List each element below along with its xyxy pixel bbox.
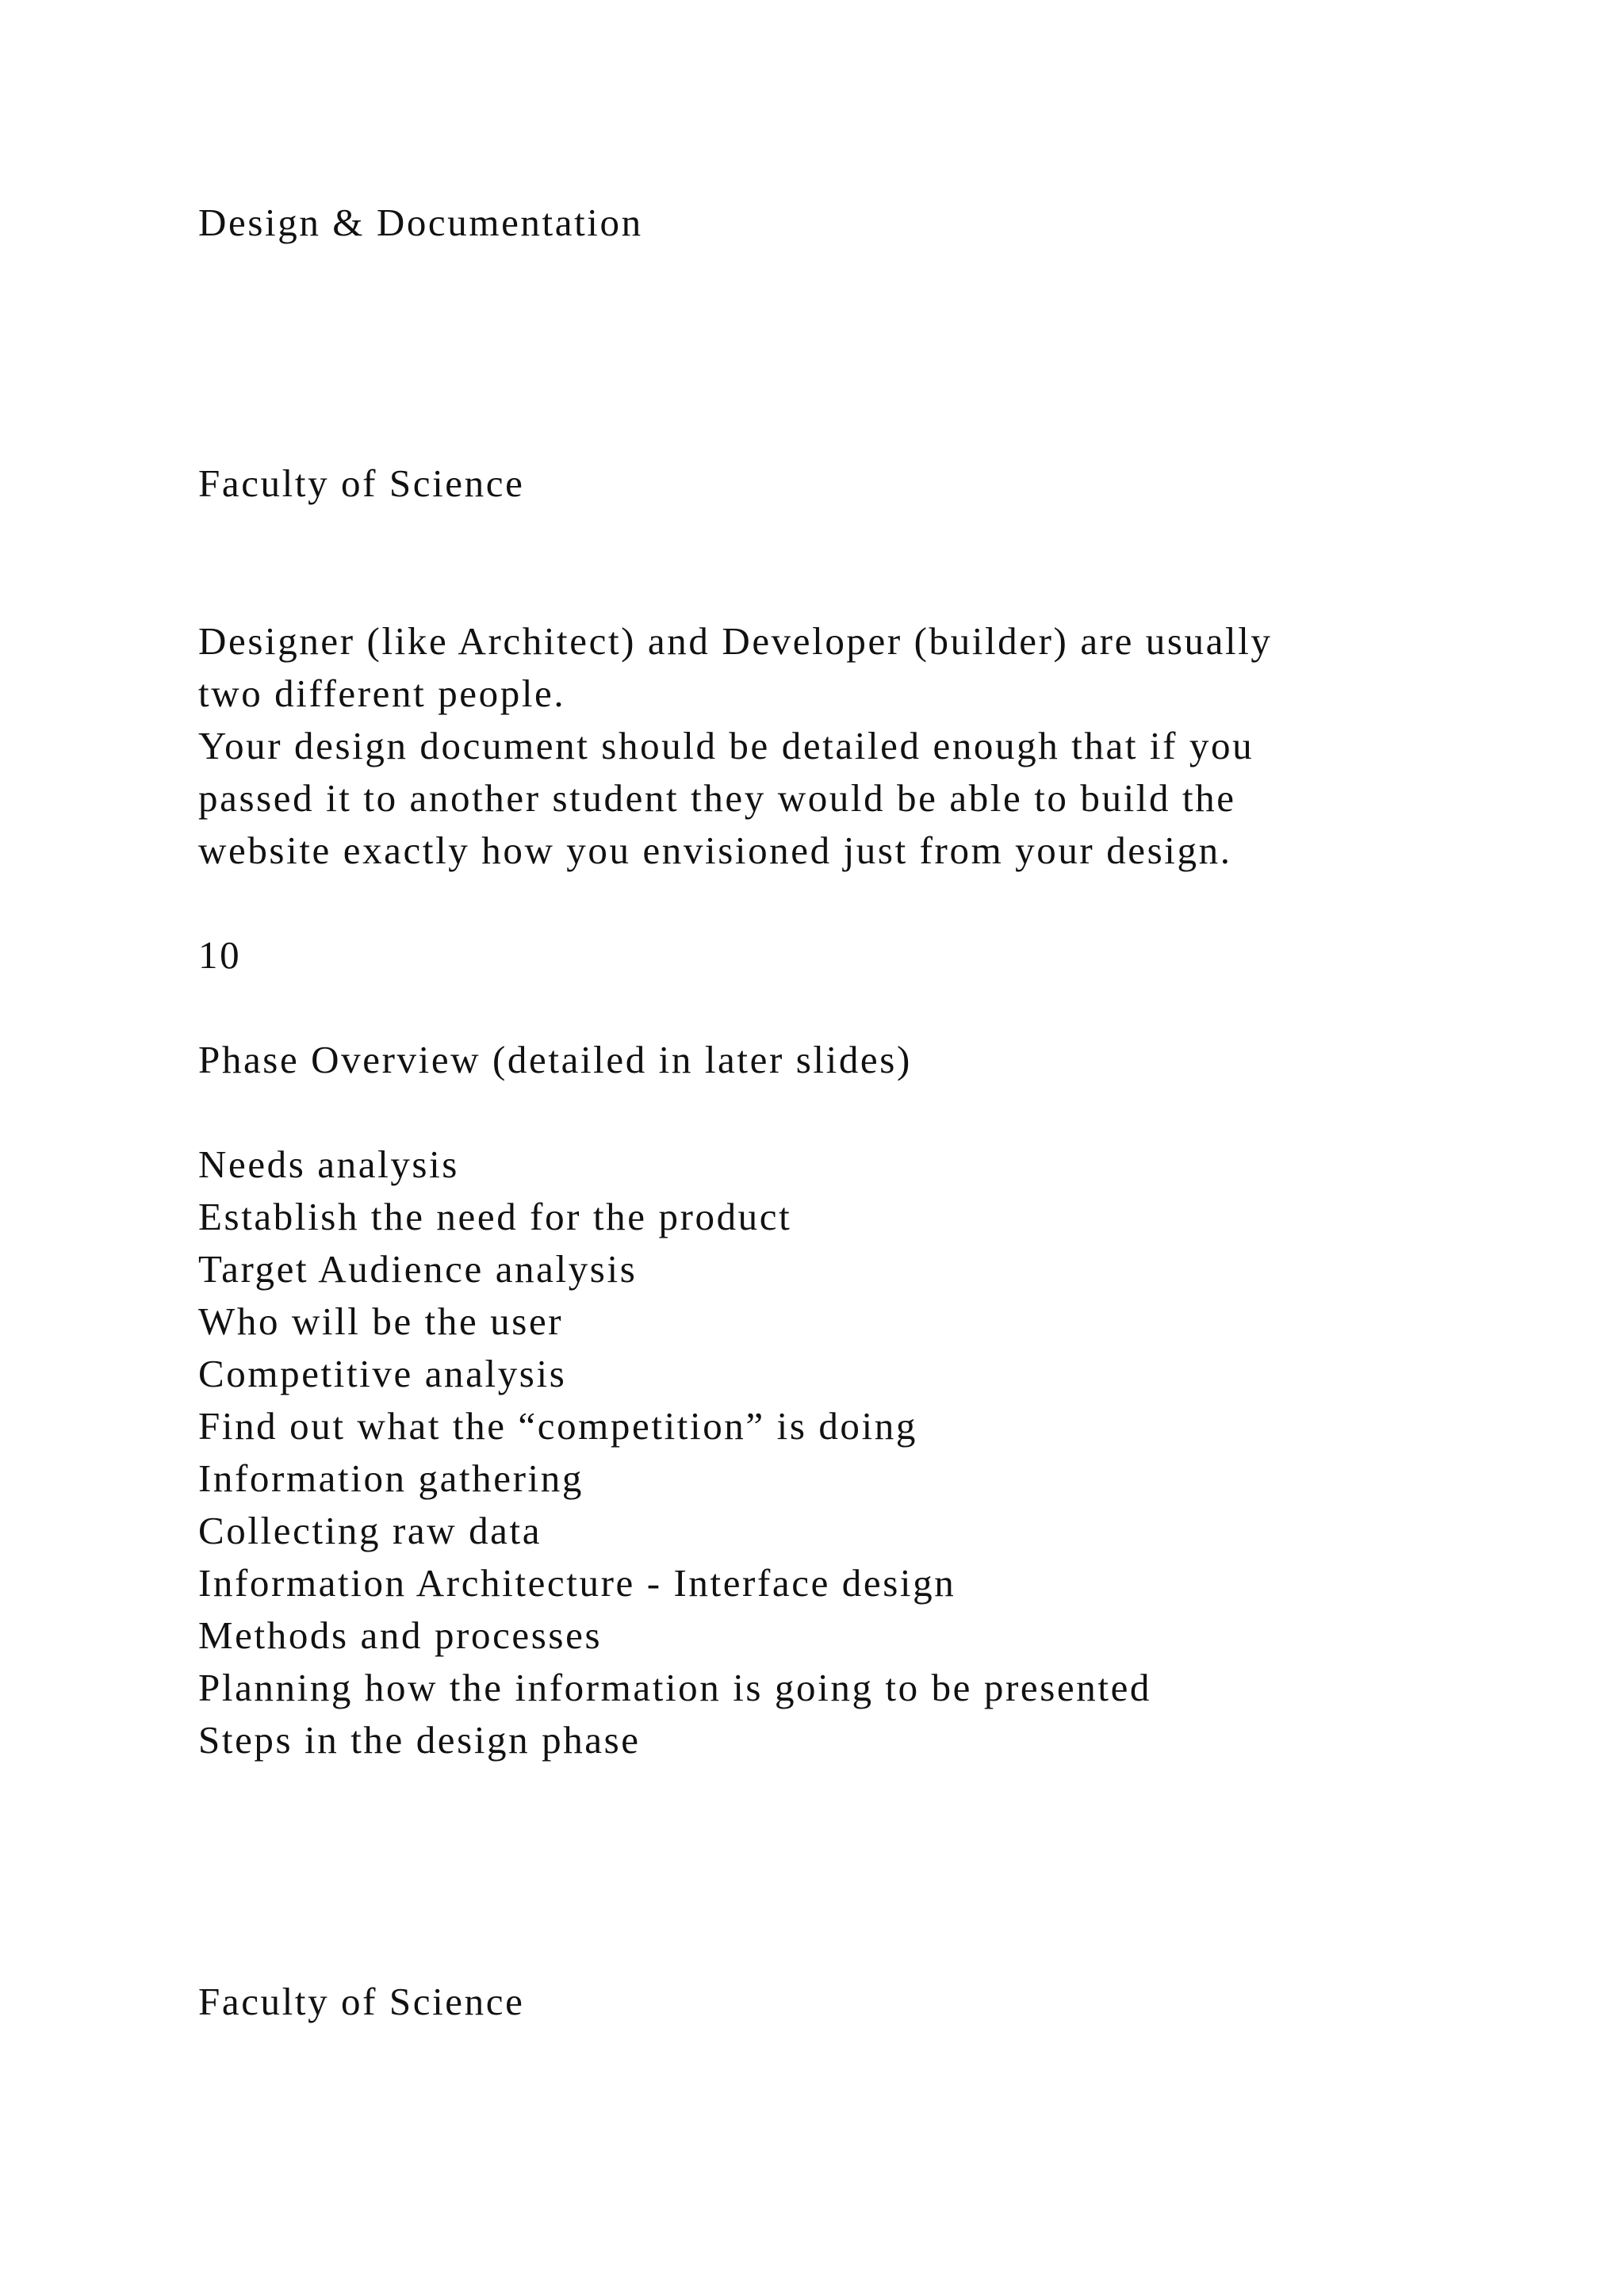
phase-list-item: Competitive analysis <box>198 1352 567 1395</box>
intro-line: Designer (like Architect) and Developer (builder) are usually <box>198 619 1273 663</box>
intro-line: website exactly how you envisioned just from your design. <box>198 828 1232 872</box>
phase-list-item: Methods and processes <box>198 1613 603 1657</box>
phase-list-item: Find out what the “competition” is doing <box>198 1404 917 1448</box>
intro-line: two different people. <box>198 672 566 715</box>
faculty-label-top: Faculty of Science <box>198 461 525 505</box>
slide-number: 10 <box>198 933 242 977</box>
phase-heading: Phase Overview (detailed in later slides) <box>198 1038 912 1081</box>
phase-list-item: Collecting raw data <box>198 1509 542 1552</box>
intro-line: Your design document should be detailed enough that if you <box>198 724 1254 767</box>
phase-list-item: Needs analysis <box>198 1142 459 1186</box>
phase-list <box>198 1138 1507 1766</box>
phase-list-item: Establish the need for the product <box>198 1195 792 1238</box>
document-title: Design & Documentation <box>198 201 643 244</box>
phase-list-item: Who will be the user <box>198 1299 564 1343</box>
phase-list-item: Information Architecture - Interface design <box>198 1561 956 1605</box>
phase-list-item: Target Audience analysis <box>198 1247 638 1291</box>
phase-list-item: Planning how the information is going to be presented <box>198 1666 1152 1709</box>
phase-list-item: Steps in the design phase <box>198 1718 641 1762</box>
phase-list-item: Information gathering <box>198 1456 584 1500</box>
faculty-label-bottom: Faculty of Science <box>198 1980 525 2023</box>
intro-paragraph <box>198 615 1507 877</box>
intro-line: passed it to another student they would be able to build the <box>198 776 1236 820</box>
